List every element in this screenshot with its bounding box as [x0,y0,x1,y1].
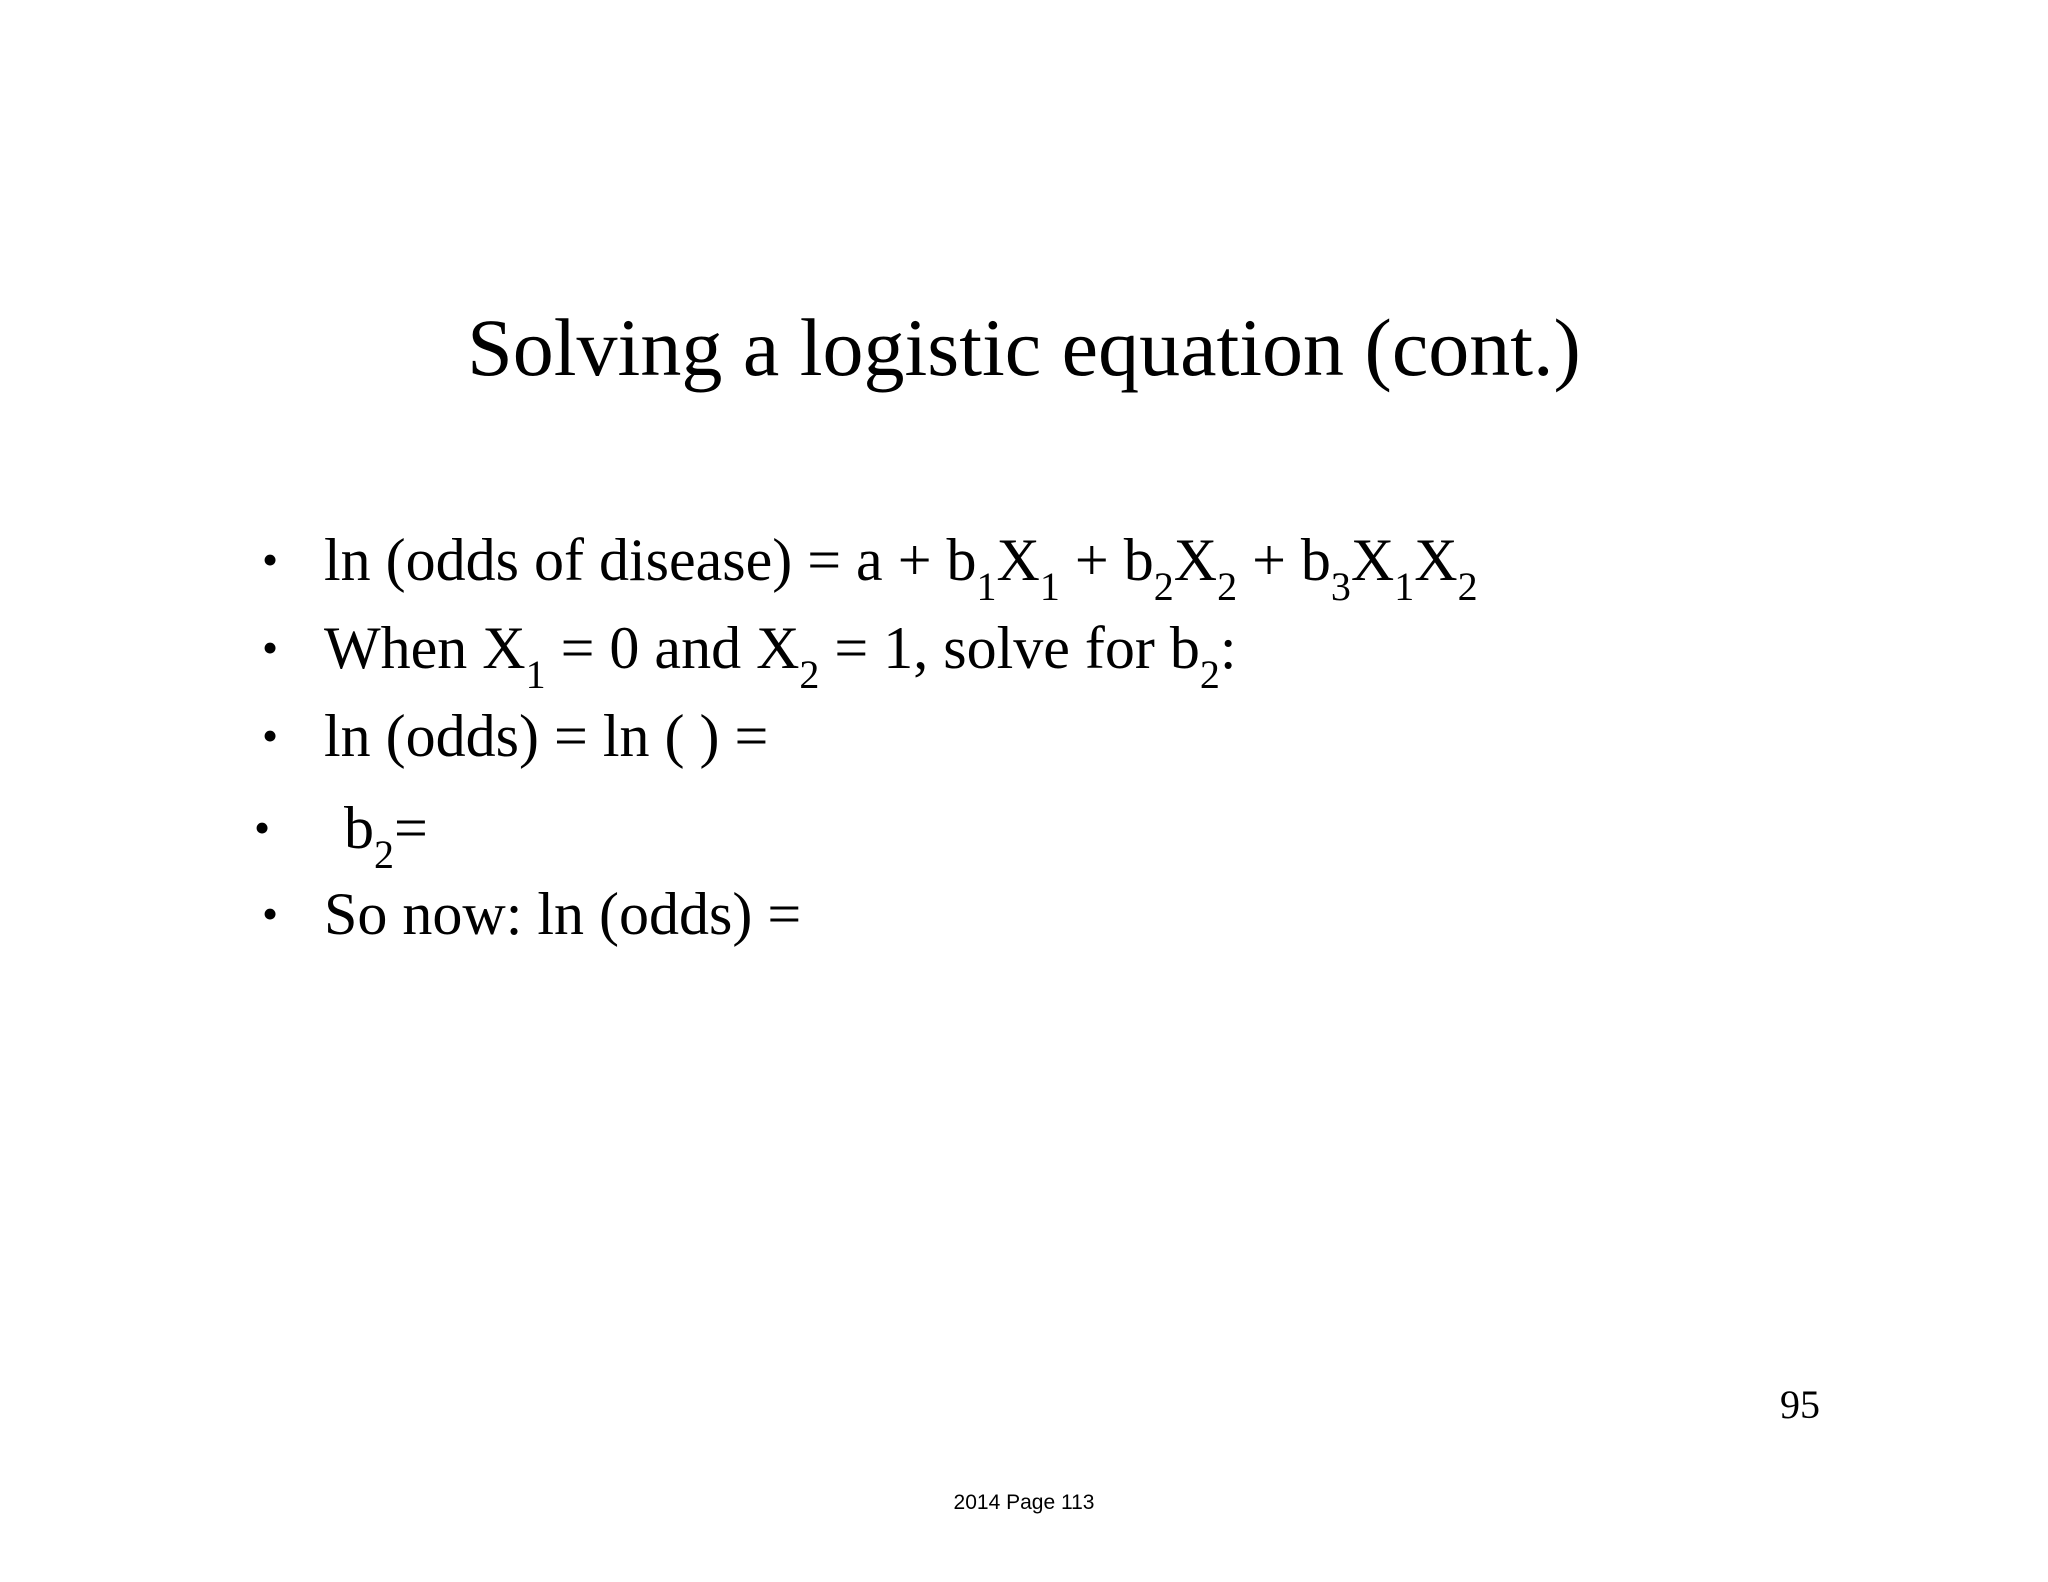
bullet-icon: • [262,888,279,939]
bullet-item-ln-odds [0,696,2048,776]
bullet-item-so-now [0,874,2048,954]
bullet-icon: • [262,622,279,673]
bullet-text: ln (odds) = ln ( ) = [324,703,769,769]
bullet-text: ln (odds of disease) = $a + b_1X_1 + b_2X_2 + b_3X_1X_2$ [324,527,1478,609]
bullet-text: $b_2=$ [344,795,428,877]
bullet-text: So now: ln (odds) = [324,881,802,947]
page-footer: 2014 Page 113 [953,1491,1095,1514]
bullet-item-equation [0,520,2048,609]
bullet-icon: • [262,534,279,585]
slide-number: 95 [1780,1382,1820,1427]
bullet-item-condition [0,608,2048,697]
bullet-text: When $X_1 = 0$ and $X_2 = 1$, solve for $b_2$: [324,615,1237,697]
bullet-item-b2 [0,788,2048,877]
bullet-icon: • [262,710,279,761]
slide-title: Solving a logistic equation (cont.) [467,302,1581,393]
bullet-icon: • [254,802,271,853]
